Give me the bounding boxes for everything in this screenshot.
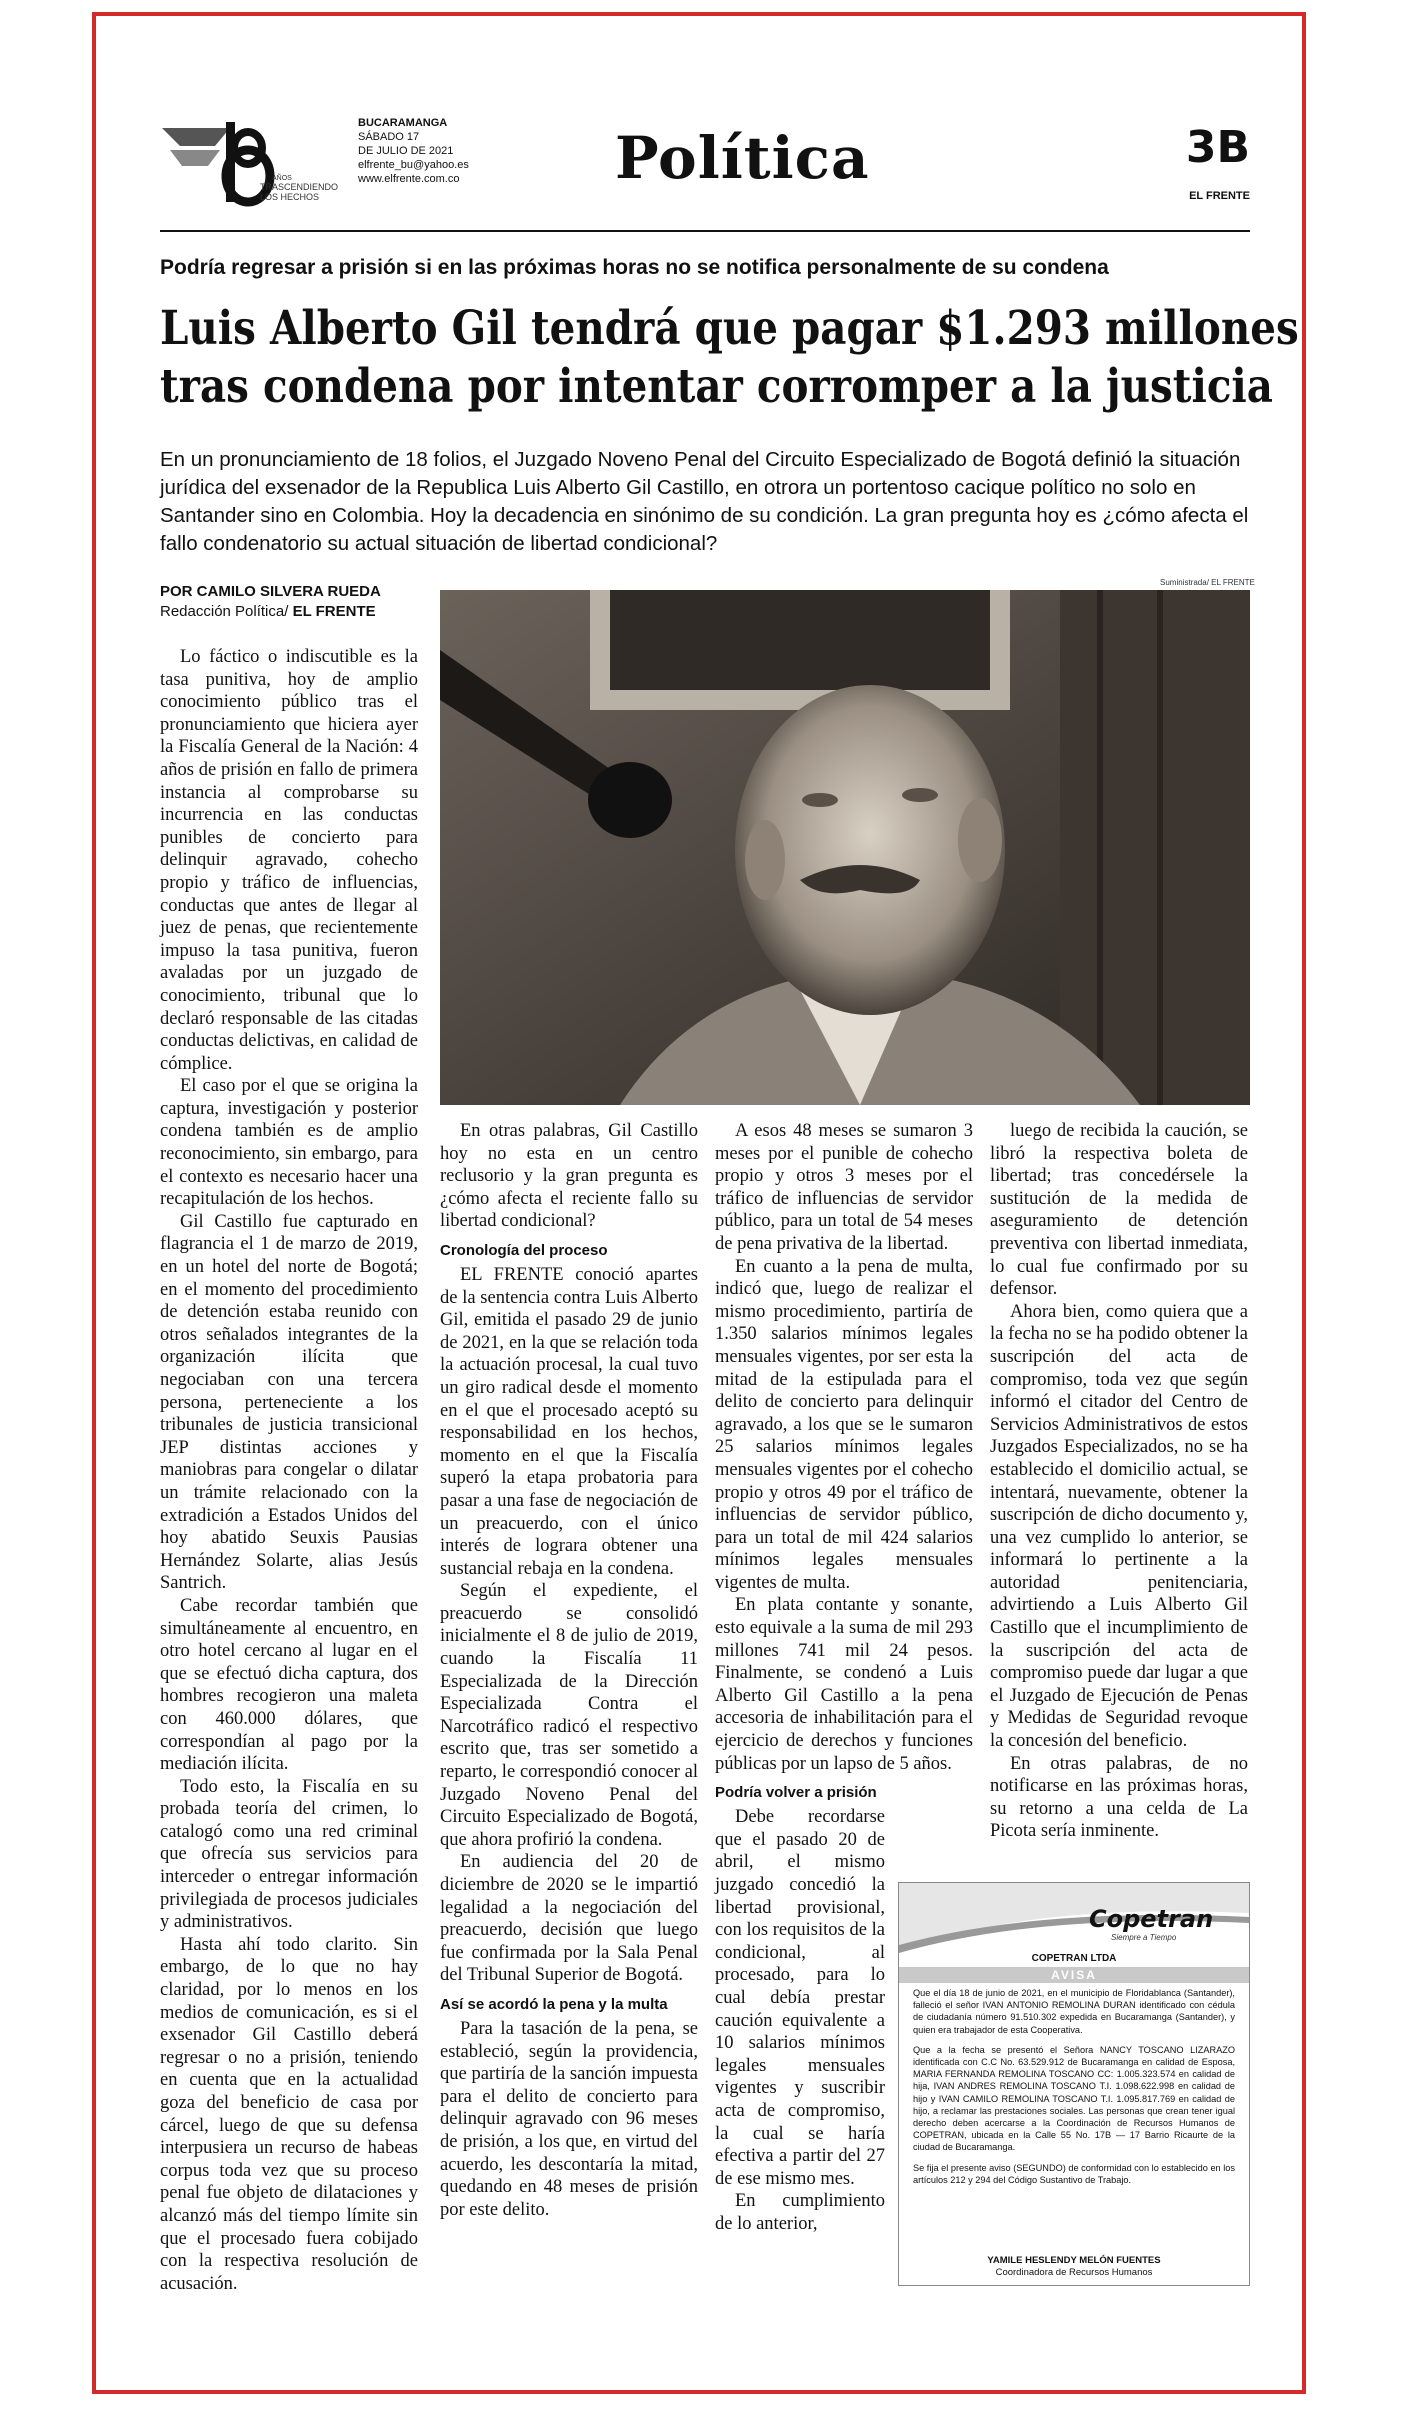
logo-caption-line1: TRASCENDIENDO bbox=[260, 182, 339, 192]
subheading: Cronología del proceso bbox=[440, 1241, 608, 1259]
masthead bbox=[160, 112, 1250, 222]
date-block bbox=[358, 116, 469, 186]
copetran-notice-ad bbox=[898, 1882, 1250, 2286]
paragraph: Debe recordarse que el pasado 20 de abril, el mismo juzgado concedió la libertad provisional, con los requisitos de la condicional, al procesado, para lo cual debía prestar caución equivalente a 10 salarios mínimos legales mensuales vigentes y suscribir acta de compromiso, la cual se haría efectiva a partir del 27 de ese mismo mes. bbox=[715, 1807, 885, 2189]
logo-caption bbox=[260, 182, 338, 202]
ad-paragraph: Se fija el presente aviso (SEGUNDO) de conformidad con lo establecido en los artículos 212 y 294 del Código Sustantivo de Trabajo. bbox=[913, 2162, 1235, 2185]
paragraph: Lo fáctico o indiscutible es la tasa punitiva, hoy de amplio conocimiento público tras el pronunciamiento que hiciera ayer la Fiscalía General de la Nación: 4 años de prisión en fallo de primera instancia al comprobarse su incurrencia en las conductas punibles de concierto para delinquir agravado, cohecho propio y tráfico de influencias, conductas que antes de llegar al juez de penas, que recientemente impuso la tasa punitiva, fueron avaladas por un juzgado de conocimiento, tribunal que lo declaró responsable de las citadas conductas delictivas, en calidad de cómplice. bbox=[160, 647, 418, 1074]
page-number: 3B bbox=[1185, 122, 1250, 173]
paragraph: Según el expediente, el preacuerdo se consolidó inicialmente el 8 de julio de 2019, cuando la Fiscalía 11 Especializada de la Dirección Especializada Contra el Narcotráfico radicó el respectivo escrito que, tras ser sometido a reparto, le correspondió conocer al Juzgado Noveno Penal del Circuito Especializado de Bogotá, que ahora profirió la condena. bbox=[440, 1581, 698, 1850]
article-column-1 bbox=[160, 646, 418, 2295]
paragraph: A esos 48 meses se sumaron 3 meses por el punible de cohecho propio y otros 3 meses por el tráfico de influencias de servidor público, para un total de 54 meses de pena privativa de la libertad. bbox=[715, 1121, 973, 1254]
paragraph: Ahora bien, como quiera que a la fecha no se ha podido obtener la suscripción del acta de compromiso, toda vez que según informó el citador del Centro de Servicios Administrativos de estos Juzgados Especializados, no se ha establecido el domicilio actual, se intentará, nuevamente, obtener la suscripción de dicho documento y, una vez cumplido lo anterior, se informará lo pertinente a la autoridad penitenciaria, advirtiendo a Luis Alberto Gil Castillo que el incumplimiento de la suscripción del acta de compromiso puede dar lugar a que el Juzgado de Ejecución de Penas y Medidas de Seguridad revoque la concesión del beneficio. bbox=[990, 1301, 1248, 1752]
copetran-logo: Copetran bbox=[1089, 1905, 1214, 1933]
publication-name: EL FRENTE bbox=[1189, 190, 1250, 202]
article-column-2 bbox=[440, 1120, 698, 2221]
subheading: Así se acordó la pena y la multa bbox=[440, 1995, 668, 2013]
paragraph: El caso por el que se origina la captura, investigación y posterior condena también es de amplio reconocimiento, sin embargo, para el contexto es necesario hacer una recapitulación de los hechos. bbox=[160, 1076, 418, 1210]
logo-caption-line2: LOS HECHOS bbox=[260, 192, 320, 202]
desk-publication: EL FRENTE bbox=[292, 603, 376, 620]
photo-credit: Suministrada/ EL FRENTE bbox=[1160, 578, 1255, 587]
paragraph: En cuanto a la pena de multa, indicó que, luego de realizar el mismo procedimiento, partiría de 1.350 salarios mínimos legales mensuales vigentes, por ser esta la mitad de la estipulada para el delito de concierto para delinquir agravado, a los que se le sumaron 25 salarios mínimos legales mensuales vigentes por el cohecho propio y otros 49 por el tráfico de influencias de servidor público, para un total de mil 424 salarios mínimos legales mensuales vigentes de multa. bbox=[715, 1256, 973, 1593]
city: BUCARAMANGA bbox=[358, 117, 448, 129]
date-line2: DE JULIO DE 2021 bbox=[358, 145, 454, 157]
paragraph: luego de recibida la caución, se libró la respectiva boleta de libertad; tras concedérsele la sustitución de la medida de aseguramiento de detención preventiva con libertad inmediata, lo cual fue confirmado por su defensor. bbox=[990, 1121, 1248, 1300]
article-photo bbox=[440, 590, 1250, 1105]
masthead-rule bbox=[160, 230, 1250, 232]
paragraph: En audiencia del 20 de diciembre de 2020 se le impartió legalidad a la negociación del preacuerdo, decisión que luego fue confirmada por la Sala Penal del Tribunal Superior de Bogotá. bbox=[440, 1852, 698, 1986]
paragraph: Para la tasación de la pena, se estableció, según la providencia, que partiría de la sanción impuesta para el delito de concierto para delinquir agravado con 96 meses de prisión, a los que, en virtud del acuerdo, les descontaría la mitad, quedando en 48 meses de prisión por este delito. bbox=[440, 2018, 698, 2220]
email: elfrente_bu@yahoo.es bbox=[358, 159, 469, 171]
ad-body bbox=[913, 1987, 1235, 2194]
byline bbox=[160, 582, 381, 622]
lede: En un pronunciamiento de 18 folios, el Juzgado Noveno Penal del Circuito Especializado de Bogotá definió la situación jurídica del exsenador de la Republica Luis Alberto Gil Castillo, en otrora un portentoso cacique político no solo en Santander sino en Colombia. Hoy la decadencia en sinónimo de su condición. La gran pregunta hoy es ¿cómo afecta el fallo condenatorio su actual situación de libertad condicional? bbox=[160, 448, 1249, 555]
ad-signature bbox=[899, 2255, 1249, 2279]
ad-signer: YAMILE HESLENDY MELÓN FUENTES bbox=[987, 2255, 1161, 2266]
headline-line2: tras condena por intentar corromper a la justicia bbox=[160, 359, 1273, 414]
subheading: Podría volver a prisión bbox=[715, 1784, 877, 1802]
ad-signer-title: Coordinadora de Recursos Humanos bbox=[995, 2267, 1153, 2278]
kicker: Podría regresar a prisión si en las próximas horas no se notifica personalmente de su condena bbox=[160, 256, 1109, 279]
ad-paragraph: Que el día 18 de junio de 2021, en el municipio de Floridablanca (Santander), falleció el señor IVAN ANTONIO REMOLINA DURAN identificado con cédula de ciudadanía número 91.510.302 expedida en Bucaramanga (Santander), y quien era trabajador de esta Cooperativa. bbox=[913, 1988, 1235, 2035]
ad-company: COPETRAN LTDA bbox=[1031, 1953, 1117, 1964]
paragraph: Gil Castillo fue capturado en flagrancia el 1 de marzo de 2019, en un hotel del norte de Bogotá; en el momento del procedimiento de detención estaba reunido con otros señalados integrantes de la organización ilícita que negociaban con una tercera persona, perteneciente a los tribunales de justicia transicional JEP distintas acciones y maniobras para congelar o dilatar un trámite relacionado con la extradición a Estados Unidos del hoy abatido Seuxis Pausias Hernández Solarte, alias Jesús Santrich. bbox=[160, 1211, 418, 1594]
portrait-illustration bbox=[440, 590, 1250, 1105]
paragraph: En plata contante y sonante, esto equivale a la suma de mil 293 millones 741 mil 24 pesos. Finalmente, se condenó a Luis Alberto Gil Castillo a la pena accesoria de inhabilitación para el ejercicio de derechos y funciones públicas por un lapso de 5 años. bbox=[715, 1595, 973, 1774]
section-title: Política bbox=[615, 124, 870, 192]
headline-line1: Luis Alberto Gil tendrá que pagar $1.293 millones bbox=[160, 301, 1299, 356]
article-column-4 bbox=[990, 1120, 1248, 1843]
headline bbox=[160, 300, 1299, 416]
paragraph: EL FRENTE conoció apartes de la sentencia contra Luis Alberto Gil, emitida el pasado 29 de junio de 2021, en la que se relación toda la actuación procesal, la cual tuvo un giro radical desde el momento en el que el procesado aceptó su responsabilidad en los hechos, momento en el que la Fiscalía superó la etapa probatoria para pasar a una fase de negociación de un preacuerdo, con el único interés de lograra obtener una sustancial rebaja en la condena. bbox=[440, 1264, 698, 1579]
desk: Redacción Política/ bbox=[160, 603, 289, 620]
author: POR CAMILO SILVERA RUEDA bbox=[160, 583, 381, 600]
ad-label: AVISA bbox=[899, 1967, 1249, 1983]
paragraph: En cumplimiento de lo anterior, bbox=[715, 2191, 885, 2234]
paragraph: Todo esto, la Fiscalía en su probada teoría del crimen, lo catalogó como una red criminal que ofrecía sus servicios para interceder o entregar información privilegiada de procesos judiciales y administrativos. bbox=[160, 1776, 418, 1933]
paragraph: En otras palabras, Gil Castillo hoy no esta en un centro reclusorio y la gran pregunta es ¿cómo afecta el reciente fallo su libertad condicional? bbox=[440, 1121, 698, 1232]
logo-years-text: AÑOS bbox=[272, 175, 292, 182]
paragraph: En otras palabras, de no notificarse en las próximas horas, su retorno a una celda de La Picota sería inminente. bbox=[990, 1753, 1248, 1842]
copetran-slogan: Siempre a Tiempo bbox=[1111, 1933, 1177, 1942]
paragraph: Cabe recordar también que simultáneamente al encuentro, en otro hotel cercano al lugar en el que se efectuó dicha captura, dos hombres recogieron una maleta con 460.000 dólares, que correspondían al pago por la mediación ilícita. bbox=[160, 1595, 418, 1775]
ad-paragraph: Que a la fecha se presentó el Señora NANCY TOSCANO LIZARAZO identificada con C.C No. 63.529.912 de Bucaramanga en calidad de Esposa, MARIA FERNANDA REMOLINA TOSCANO CC: 1.005.323.574 en calidad de hija, IVAN ANDRES REMOLINA TOSCANO T.I. 1.098.622.998 en calidad de hijo y IVAN CAMILO REMOLINA TOSCANO T.I. 1.095.817.769 en calidad de hijo, a reclamar las prestaciones sociales. Las personas que crean tener igual derecho deben acercarse a la Coordinación de Recursos Humanos de COPETRAN, ubicada en la Calle 55 No. 17B — 17 Barrio Ricaurte de la ciudad de Bucaramanga. bbox=[913, 2044, 1235, 2153]
paragraph: Hasta ahí todo clarito. Sin embargo, de lo que no hay claridad, por lo menos en los medios de comunicación, es si el exsenador Gil Castillo deberá regresar o no a prisión, teniendo en cuenta que en la actualidad goza del beneficio de casa por cárcel, luego de que su defensa interpusiera un recurso de habeas corpus toda vez que su proceso penal fue objeto de dilataciones y alcanzó más del tiempo límite sin que el procesado fuera cobijado con la respectiva resolución de acusación. bbox=[160, 1934, 418, 2294]
date-line1: SÁBADO 17 bbox=[358, 131, 420, 143]
website: www.elfrente.com.co bbox=[358, 173, 460, 185]
